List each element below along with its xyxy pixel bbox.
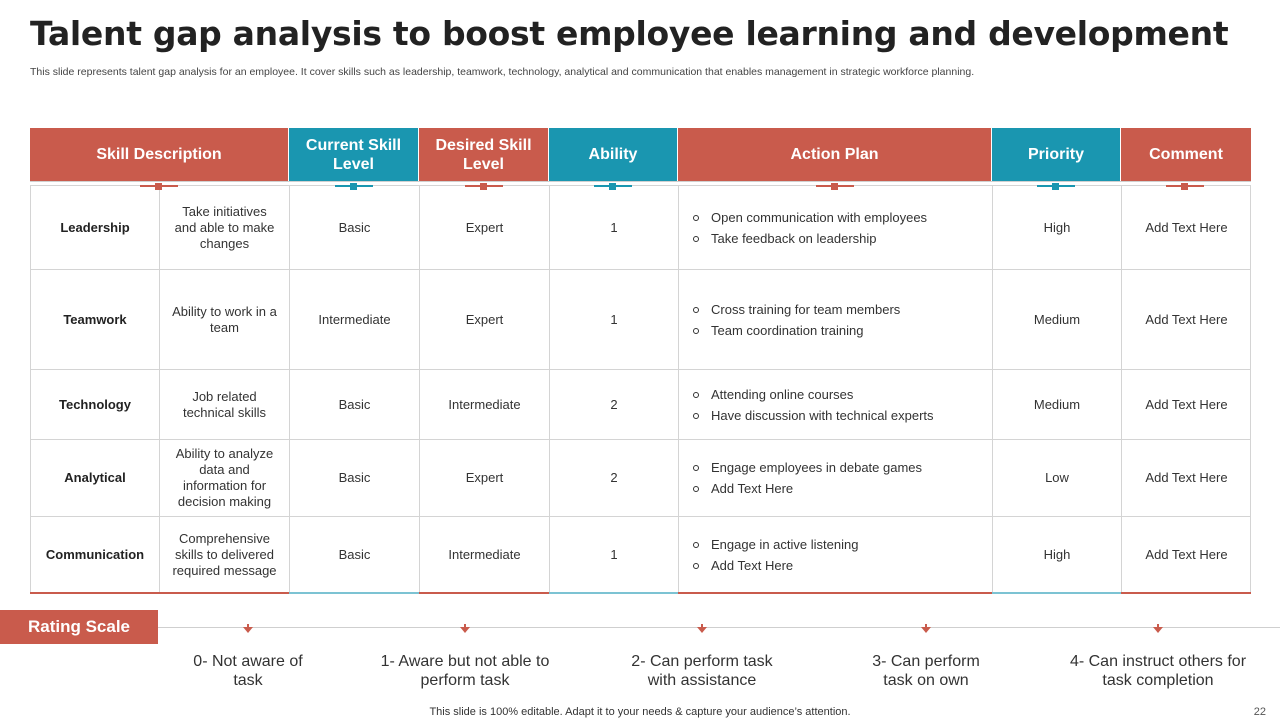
comment-value: Add Text Here <box>1145 396 1228 412</box>
header-comment: Comment <box>1121 128 1251 181</box>
skill-description: Ability to work in a team <box>160 270 290 369</box>
current-skill-level: Basic <box>290 440 420 516</box>
column-accent <box>289 592 419 594</box>
desired-skill-level: Expert <box>420 186 550 269</box>
action-plan <box>679 517 993 592</box>
arrow-down-icon <box>460 627 470 633</box>
action-plan-item: Cross training for team members <box>691 299 900 320</box>
desired-skill-level: Expert <box>420 440 550 516</box>
arrow-down-icon <box>697 627 707 633</box>
header-action-plan: Action Plan <box>678 128 992 181</box>
arrow-down-icon <box>1153 627 1163 633</box>
header-divider <box>30 181 1251 182</box>
header-desired-skill-level: Desired Skill Level <box>419 128 549 181</box>
action-plan <box>679 370 993 439</box>
priority-value: High <box>993 517 1122 592</box>
desired-skill-level: Intermediate <box>420 370 550 439</box>
rating-scale-item <box>831 624 1021 690</box>
table-row <box>31 516 1250 592</box>
header-priority: Priority <box>992 128 1121 181</box>
skill-description: Take initiatives and able to make changes <box>160 186 290 269</box>
header-skill-description: Skill Description <box>30 128 289 181</box>
action-plan-item: Engage in active listening <box>691 534 858 555</box>
rating-scale-label: Rating Scale <box>0 610 158 644</box>
action-plan-item: Have discussion with technical experts <box>691 405 934 426</box>
header-current-skill-level: Current Skill Level <box>289 128 419 181</box>
slide-title: Talent gap analysis to boost employee learning and development <box>30 14 1229 53</box>
skill-description: Comprehensive skills to delivered required message <box>160 517 290 592</box>
rating-scale-text: 2- Can perform task with assistance <box>631 653 773 689</box>
action-plan <box>679 440 993 516</box>
arrow-down-icon <box>921 627 931 633</box>
slide-subtitle: This slide represents talent gap analysis for an employee. It cover skills such as leadership, teamwork, technology, analytical and communication that enables management in strategic workforce planning. <box>30 66 975 78</box>
comment-value: Add Text Here <box>1145 311 1228 327</box>
rating-scale-item <box>370 624 560 690</box>
column-accent <box>1121 592 1251 594</box>
rating-scale-text: 0- Not aware of task <box>193 653 303 689</box>
column-accent <box>549 592 678 594</box>
desired-skill-level: Intermediate <box>420 517 550 592</box>
column-accent <box>419 592 549 594</box>
column-accent <box>992 592 1121 594</box>
current-skill-level: Basic <box>290 517 420 592</box>
skill-name: Leadership <box>31 186 160 269</box>
footer-note: This slide is 100% editable. Adapt it to your needs & capture your audience’s attention. <box>429 706 851 718</box>
table-header-row <box>30 128 1251 181</box>
column-accent <box>30 592 289 594</box>
current-skill-level: Basic <box>290 186 420 269</box>
ability-value: 1 <box>550 270 679 369</box>
current-skill-level: Basic <box>290 370 420 439</box>
comment-value: Add Text Here <box>1145 470 1228 485</box>
ability-value: 1 <box>550 186 679 269</box>
priority-value: Medium <box>993 370 1122 439</box>
comment-value: Add Text Here <box>1145 546 1228 562</box>
table-row <box>31 185 1250 269</box>
rating-scale-item <box>1063 624 1253 690</box>
table-row <box>31 439 1250 516</box>
action-plan-item: Add Text Here <box>691 478 922 499</box>
skill-name: Communication <box>31 517 160 592</box>
talent-gap-table <box>30 128 1251 578</box>
skill-name: Analytical <box>31 440 160 516</box>
priority-value: High <box>993 186 1122 269</box>
ability-value: 1 <box>550 517 679 592</box>
header-ability: Ability <box>549 128 678 181</box>
skill-name: Teamwork <box>31 270 160 369</box>
page-number: 22 <box>1253 706 1266 718</box>
rating-scale-text: 3- Can perform task on own <box>872 653 980 689</box>
rating-scale-item <box>153 624 343 690</box>
ability-value: 2 <box>550 370 679 439</box>
column-accent <box>678 592 992 594</box>
rating-scale-text: 1- Aware but not able to perform task <box>380 653 550 689</box>
action-plan-item: Team coordination training <box>691 320 900 341</box>
priority-value: Medium <box>993 270 1122 369</box>
table-body <box>30 185 1251 593</box>
action-plan-item: Take feedback on leadership <box>691 228 927 249</box>
comment-value: Add Text Here <box>1145 219 1228 235</box>
action-plan <box>679 270 993 369</box>
arrow-down-icon <box>243 627 253 633</box>
action-plan-item: Add Text Here <box>691 555 858 576</box>
skill-name: Technology <box>31 370 160 439</box>
table-row <box>31 269 1250 369</box>
skill-description: Job related technical skills <box>160 370 290 439</box>
action-plan-item: Engage employees in debate games <box>691 457 922 478</box>
action-plan <box>679 186 993 269</box>
rating-scale-text: 4- Can instruct others for task completion <box>1069 653 1247 689</box>
ability-value: 2 <box>550 440 679 516</box>
skill-description: Ability to analyze data and information for decision making <box>160 440 290 516</box>
current-skill-level: Intermediate <box>290 270 420 369</box>
rating-scale-item <box>607 624 797 690</box>
desired-skill-level: Expert <box>420 270 550 369</box>
action-plan-item: Open communication with employees <box>691 207 927 228</box>
table-row <box>31 369 1250 439</box>
action-plan-item: Attending online courses <box>691 384 934 405</box>
priority-value: Low <box>993 440 1122 516</box>
